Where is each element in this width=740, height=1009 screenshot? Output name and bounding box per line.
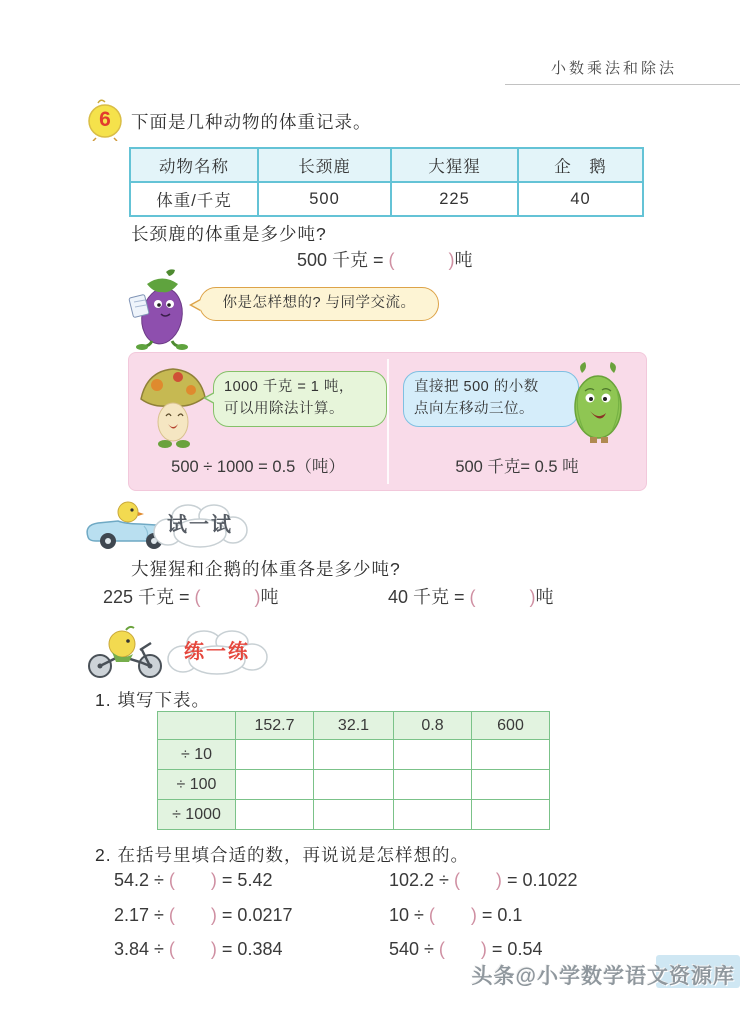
equation-after: 吨 <box>260 587 279 607</box>
equation-after: = 0.1022 <box>501 870 578 890</box>
blank-cell <box>394 800 472 830</box>
animal-weight-table <box>129 147 644 217</box>
try-it-label-text: 试一试 <box>167 514 233 536</box>
equation-before: 500 千克 = <box>297 250 389 270</box>
equation-before: 40 千克 = <box>388 587 470 607</box>
row-label-cell: 体重/千克 <box>130 182 258 216</box>
header-cell: 大猩猩 <box>391 148 518 182</box>
header-cell: 长颈鹿 <box>258 148 391 182</box>
header-cell: 0.8 <box>394 712 472 740</box>
corner-cell <box>158 712 236 740</box>
equation-after: = 0.54 <box>486 939 543 959</box>
division-equation <box>389 901 522 927</box>
hint-line: 1000 千克 = 1 吨， <box>224 379 354 395</box>
equation-blank: ( ) <box>438 939 487 959</box>
hint-line: 点向左移动三位。 <box>414 400 534 417</box>
fill-table-row <box>158 770 550 800</box>
page-header-title: 小数乘法和除法 <box>550 61 677 77</box>
blank-cell <box>236 740 314 770</box>
equation-before: 540 ÷ <box>389 939 439 959</box>
hint-line: 直接把 500 的小数 <box>414 379 539 395</box>
blank-cell <box>394 770 472 800</box>
row-header-cell: ÷ 100 <box>158 770 236 800</box>
equation-blank: ( ) <box>469 587 536 607</box>
try-question: 大猩猩和企鹅的体重各是多少吨? <box>131 559 401 579</box>
blank-cell <box>394 740 472 770</box>
header-cell: 企 鹅 <box>518 148 643 182</box>
gorilla-equation <box>103 583 279 609</box>
equation-after: = 5.42 <box>216 870 273 890</box>
practice-item1-title: 1. 填写下表。 <box>95 690 210 710</box>
hint-box <box>128 352 647 491</box>
row-header-cell: ÷ 1000 <box>158 800 236 830</box>
practice-section-label <box>164 628 270 678</box>
problem-number-badge <box>85 99 125 141</box>
equation-after: 吨 <box>454 250 473 270</box>
bean-character-icon <box>561 361 635 445</box>
fill-table-row <box>158 800 550 830</box>
equation-after: = 0.0217 <box>216 905 293 925</box>
header-cell: 600 <box>472 712 550 740</box>
equation-blank: ( ) <box>388 250 455 270</box>
blank-cell <box>314 770 394 800</box>
header-cell: 动物名称 <box>130 148 258 182</box>
equation-blank: ( ) <box>168 870 217 890</box>
header-rule <box>505 84 740 85</box>
eggplant-character-icon <box>126 266 198 350</box>
equation-before: 2.17 ÷ <box>114 905 169 925</box>
equation-blank: ( ) <box>453 870 502 890</box>
row-header-cell: ÷ 10 <box>158 740 236 770</box>
practice-label-text: 练一练 <box>184 641 250 663</box>
fill-table-header-row <box>158 712 550 740</box>
blank-cell <box>236 800 314 830</box>
practice-item2-title: 2. 在括号里填合适的数，再说说是怎样想的。 <box>95 845 469 865</box>
division-method-equation: 500 ÷ 1000 = 0.5（吨） <box>171 458 345 476</box>
header-cell: 152.7 <box>236 712 314 740</box>
division-equation <box>114 901 293 927</box>
division-hint-bubble <box>213 371 387 427</box>
header-cell: 32.1 <box>314 712 394 740</box>
equation-before: 54.2 ÷ <box>114 870 169 890</box>
think-speech-bubble: 你是怎样想的? 与同学交流。 <box>199 287 439 321</box>
equation-after: = 0.384 <box>216 939 283 959</box>
blank-cell <box>236 770 314 800</box>
division-equation <box>389 866 578 892</box>
giraffe-question: 长颈鹿的体重是多少吨? <box>131 224 327 244</box>
equation-after: = 0.1 <box>476 905 523 925</box>
value-cell: 40 <box>518 182 643 216</box>
division-equation <box>114 935 282 961</box>
blank-cell <box>472 770 550 800</box>
decimal-method-equation: 500 千克= 0.5 吨 <box>455 458 579 476</box>
watermark-text: 头条@小学数学语文资源库 <box>471 965 735 988</box>
table-header-row <box>130 148 643 182</box>
equation-blank: ( ) <box>194 587 261 607</box>
equation-blank: ( ) <box>168 939 217 959</box>
decimal-point-hint-bubble <box>403 371 579 427</box>
equation-blank: ( ) <box>168 905 217 925</box>
value-cell: 500 <box>258 182 391 216</box>
equation-before: 225 千克 = <box>103 587 195 607</box>
blank-cell <box>314 740 394 770</box>
division-equation <box>389 935 542 961</box>
equation-before: 10 ÷ <box>389 905 429 925</box>
equation-before: 102.2 ÷ <box>389 870 454 890</box>
motorcycle-chick-icon <box>82 622 172 680</box>
try-it-section-label <box>150 502 250 550</box>
hint-line: 可以用除法计算。 <box>224 400 344 417</box>
giraffe-equation <box>297 246 473 272</box>
value-cell: 225 <box>391 182 518 216</box>
mushroom-character-icon <box>133 363 211 449</box>
fill-table-row <box>158 740 550 770</box>
problem-intro-text: 下面是几种动物的体重记录。 <box>131 112 372 132</box>
blank-cell <box>472 740 550 770</box>
equation-before: 3.84 ÷ <box>114 939 169 959</box>
penguin-equation <box>388 583 554 609</box>
blank-cell <box>472 800 550 830</box>
division-equation <box>114 866 272 892</box>
problem-number: 6 <box>99 108 111 131</box>
table-row <box>130 182 643 216</box>
equation-blank: ( ) <box>428 905 477 925</box>
equation-after: 吨 <box>535 587 554 607</box>
blank-cell <box>314 800 394 830</box>
division-fill-table <box>157 711 550 830</box>
